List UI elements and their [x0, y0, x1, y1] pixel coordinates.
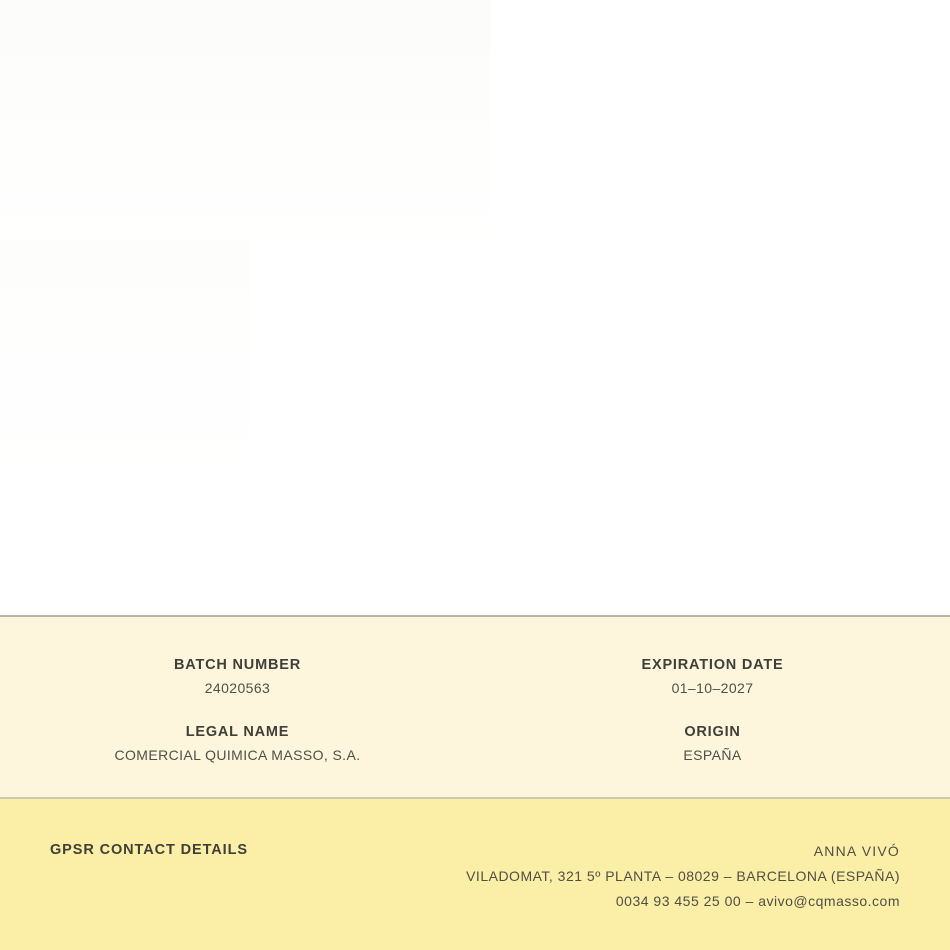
origin-label: ORIGIN: [684, 724, 741, 740]
product-info-panel: [0, 617, 950, 797]
gpsr-phone-email: 0034 93 455 25 00 – avivo@cqmasso.com: [615, 893, 900, 909]
info-row-spacer: [0, 696, 950, 724]
info-row-batch-expiration: [0, 657, 950, 696]
legal-name-value: COMERCIAL QUIMICA MASSO, S.A.: [114, 747, 361, 763]
batch-number-label: BATCH NUMBER: [174, 657, 301, 673]
gpsr-contact-name: ANNA VIVÓ: [813, 843, 900, 859]
gpsr-address: VILADOMAT, 321 5º PLANTA – 08029 – BARCELONA (ESPAÑA): [466, 868, 900, 884]
gpsr-footer: [0, 799, 950, 950]
legal-name-label: LEGAL NAME: [185, 724, 290, 740]
gpsr-title: GPSR CONTACT DETAILS: [50, 842, 248, 858]
expiration-date-label: EXPIRATION DATE: [641, 657, 784, 673]
expiration-date-value: 01–10–2027: [671, 680, 754, 696]
origin-value: ESPAÑA: [683, 747, 742, 763]
info-cell-legal-name: [0, 724, 475, 763]
gpsr-contact-block: [466, 839, 900, 914]
background-shape-lower: [0, 240, 250, 490]
background-shape-upper: [0, 0, 490, 248]
info-row-legal-origin: [0, 724, 950, 763]
info-cell-batch-number: [0, 657, 475, 696]
batch-number-value: 24020563: [204, 680, 271, 696]
info-cell-origin: [475, 724, 950, 763]
info-cell-expiration-date: [475, 657, 950, 696]
